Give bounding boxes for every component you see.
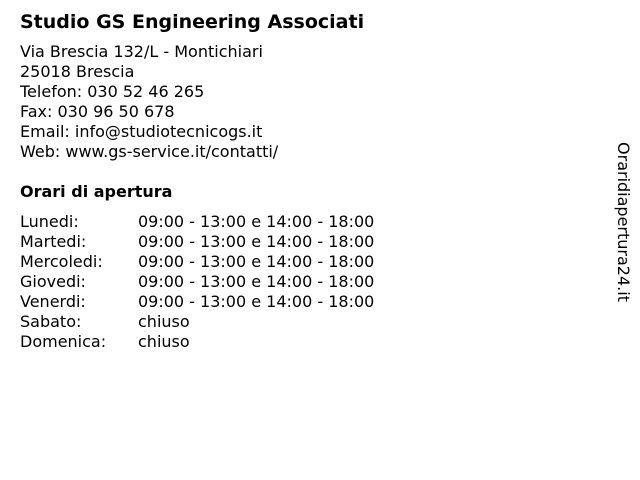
hours-row-giovedi	[20, 272, 590, 292]
day-label: Martedi:	[20, 232, 87, 251]
business-name: Studio GS Engineering Associati	[20, 11, 365, 33]
day-label: Lunedi:	[20, 212, 79, 231]
hours-row-sabato	[20, 312, 590, 332]
address-street: Via Brescia 132/L - Montichiari	[20, 42, 263, 61]
web-line: Web: www.gs-service.it/contatti/	[20, 142, 279, 161]
hours-row-martedi	[20, 232, 590, 252]
day-hours: 09:00 - 13:00 e 14:00 - 18:00	[138, 232, 375, 251]
opening-hours-heading: Orari di apertura	[20, 182, 173, 201]
day-hours: chiuso	[138, 332, 190, 351]
day-label: Domenica:	[20, 332, 107, 351]
day-hours: 09:00 - 13:00 e 14:00 - 18:00	[138, 292, 375, 311]
email-line: Email: info@studiotecnicogs.it	[20, 122, 263, 141]
brand-watermark-text: Oraridiapertura24.it	[614, 142, 633, 302]
opening-hours-table	[20, 212, 590, 352]
hours-row-domenica	[20, 332, 590, 352]
day-hours: 09:00 - 13:00 e 14:00 - 18:00	[138, 252, 375, 271]
hours-row-lunedi	[20, 212, 590, 232]
hours-row-mercoledi	[20, 252, 590, 272]
hours-row-venerdi	[20, 292, 590, 312]
address-city: 25018 Brescia	[20, 62, 135, 81]
day-hours: chiuso	[138, 312, 190, 331]
phone-line: Telefon: 030 52 46 265	[20, 82, 205, 101]
fax-line: Fax: 030 96 50 678	[20, 102, 175, 121]
day-hours: 09:00 - 13:00 e 14:00 - 18:00	[138, 272, 375, 291]
business-card	[20, 10, 590, 352]
day-label: Sabato:	[20, 312, 82, 331]
day-label: Mercoledi:	[20, 252, 103, 271]
day-label: Giovedi:	[20, 272, 86, 291]
day-hours: 09:00 - 13:00 e 14:00 - 18:00	[138, 212, 375, 231]
day-label: Venerdi:	[20, 292, 86, 311]
